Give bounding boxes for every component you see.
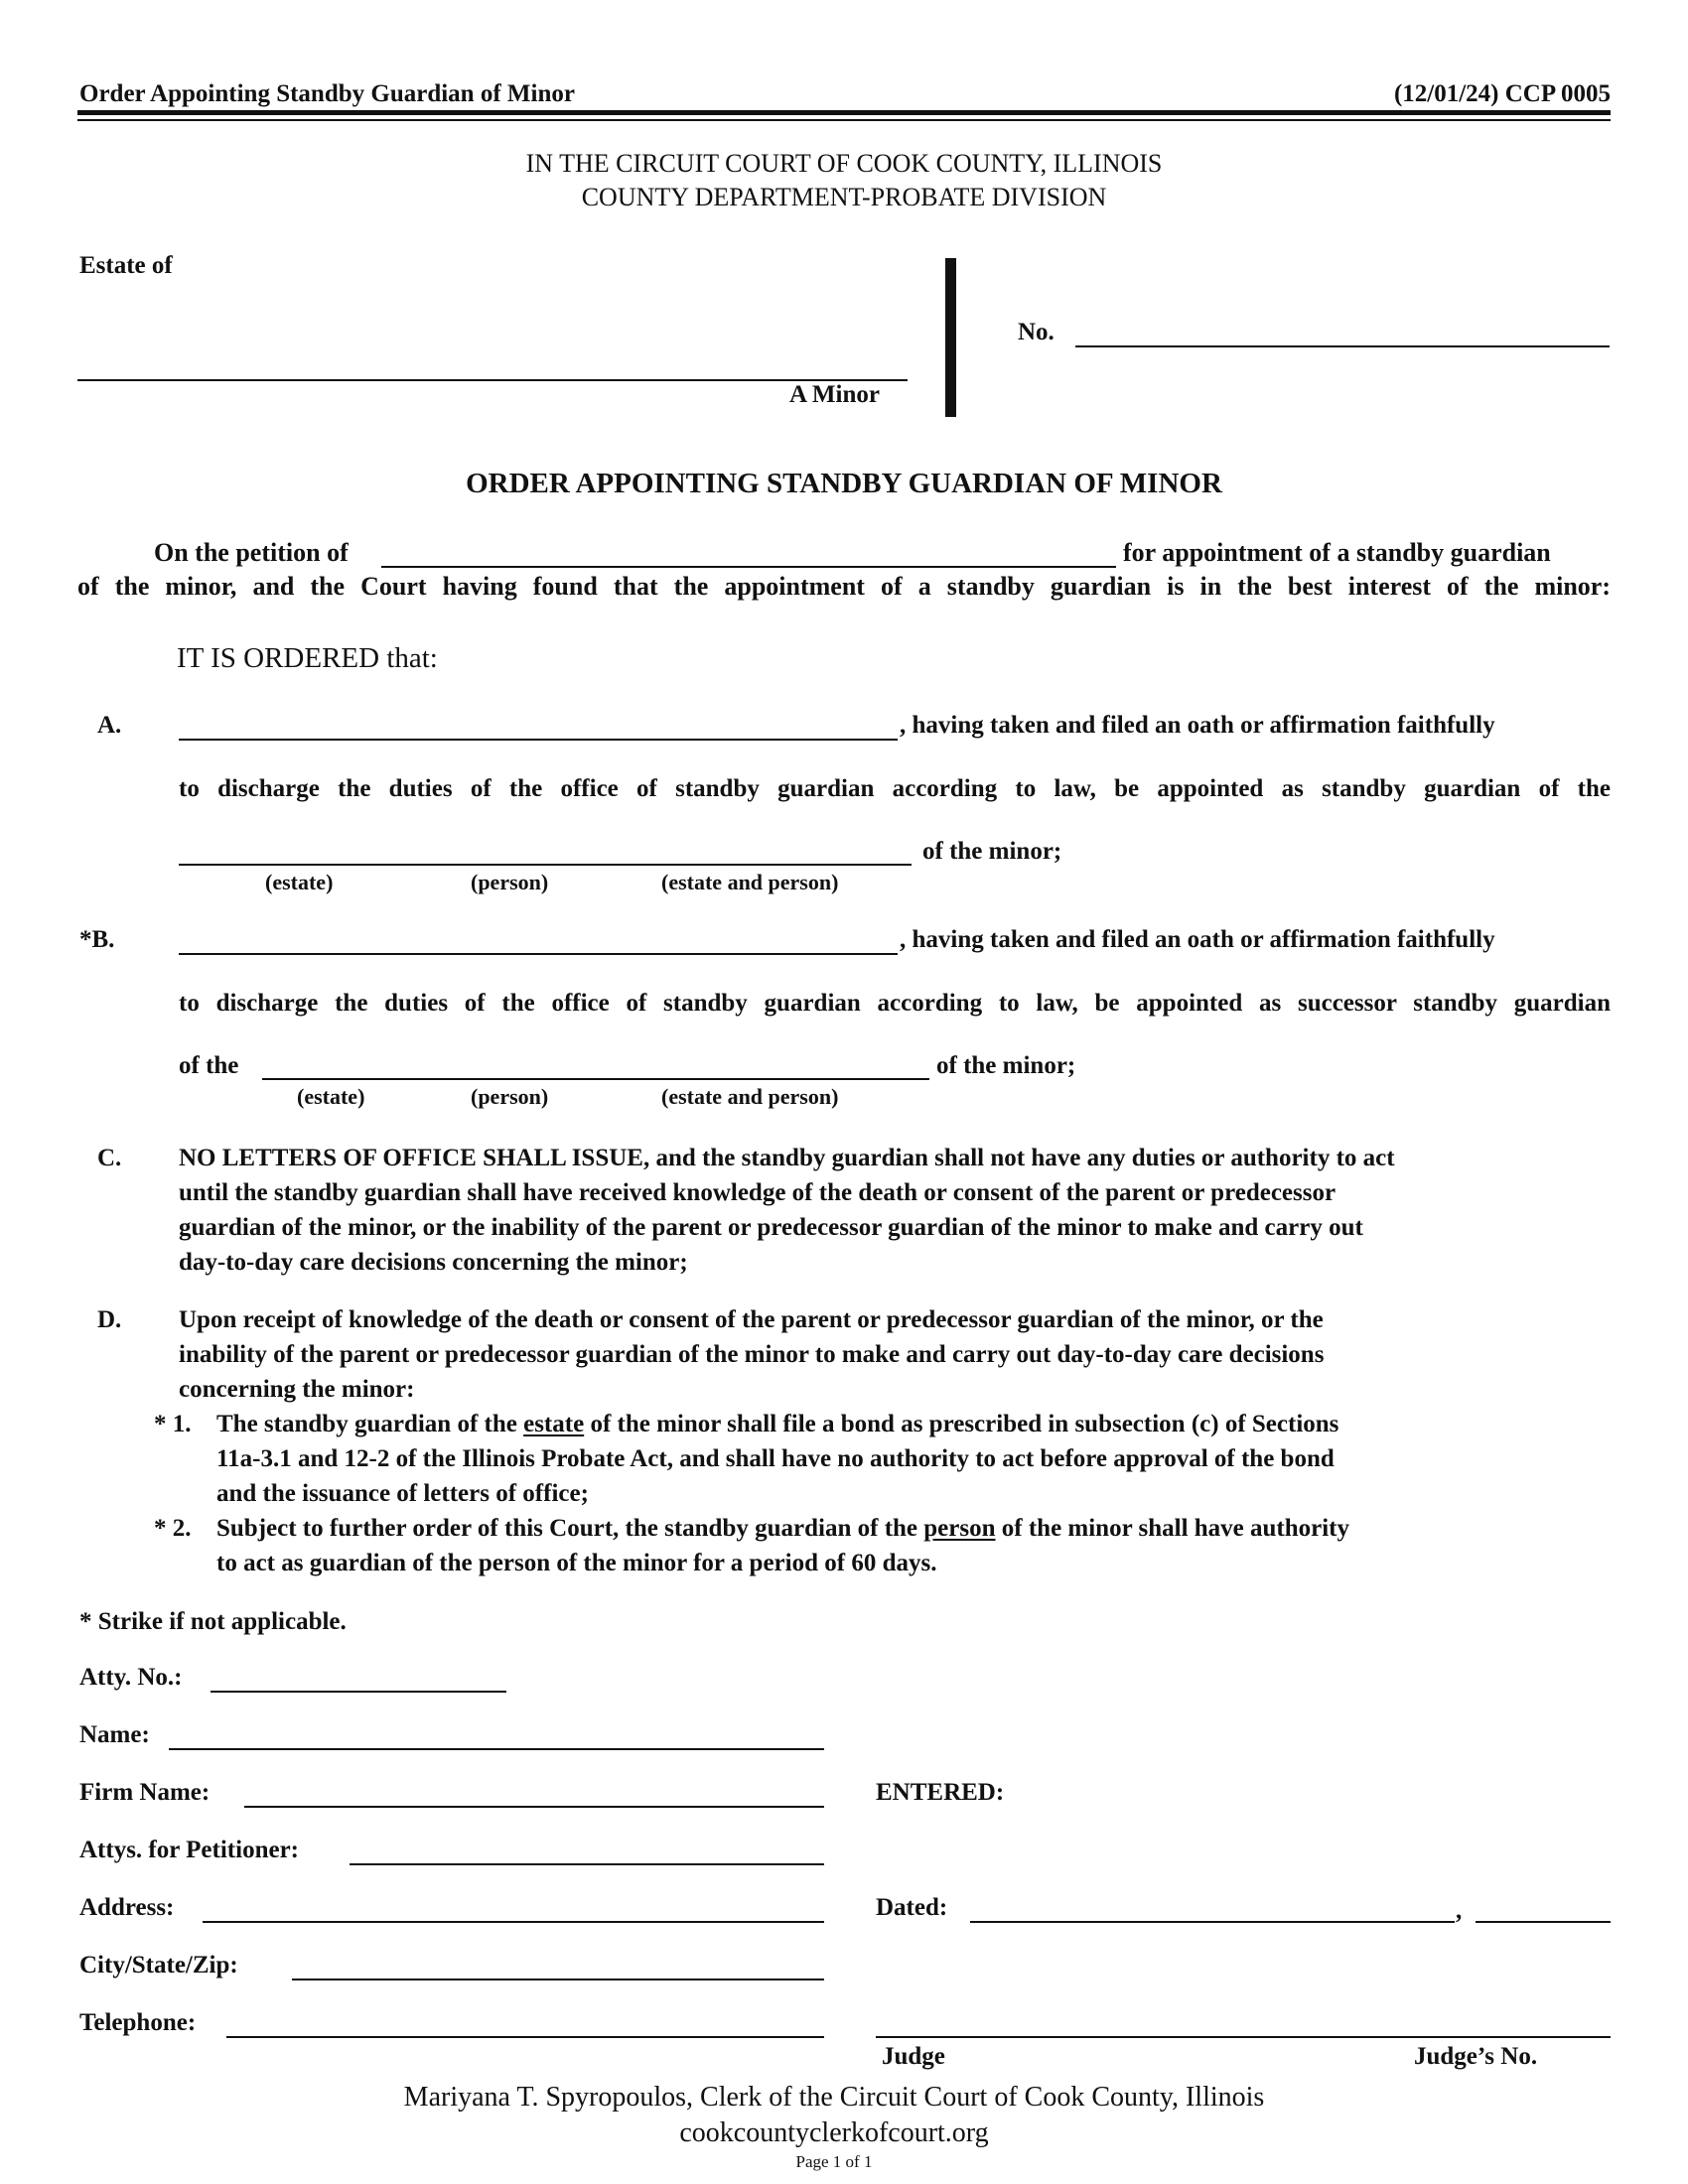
attys-for-petitioner-field[interactable] <box>350 1863 824 1865</box>
minor-name-field[interactable] <box>77 379 908 381</box>
petition-rest: for appointment of a standby guardian <box>1123 538 1551 567</box>
petition-lead: On the petition of <box>154 538 349 567</box>
item-b-option-person: (person) <box>471 1084 549 1109</box>
attys-for-petitioner-label: Attys. for Petitioner: <box>79 1837 299 1863</box>
clerk-footer: Mariyana T. Spyropoulos, Clerk of the Circuit Court of Cook County, Illinois <box>403 2082 1265 2113</box>
item-a-tail: , having taken and filed an oath or affirmation faithfully <box>900 712 1495 739</box>
item-b-line-2: to discharge the duties of the office of standby guardian according to law, be appointed as successor standby guardian <box>179 990 1611 1017</box>
city-state-zip-field[interactable] <box>292 1979 824 1980</box>
name-field[interactable] <box>169 1748 824 1750</box>
estate-underlined: estate <box>523 1411 585 1437</box>
form-title-header: Order Appointing Standby Guardian of Minor <box>79 80 575 107</box>
firm-name-field[interactable] <box>244 1806 824 1808</box>
website-footer: cookcountyclerkofcourt.org <box>679 2117 989 2148</box>
court-line-1: IN THE CIRCUIT COURT OF COOK COUNTY, ILLINOIS <box>525 149 1163 178</box>
it-is-ordered: IT IS ORDERED that: <box>177 642 438 674</box>
caption-divider <box>945 258 956 417</box>
item-d-sub1-marker: * 1. <box>154 1411 192 1437</box>
page-number: Page 1 of 1 <box>795 2152 873 2171</box>
entered-label: ENTERED: <box>876 1779 1005 1806</box>
judge-label: Judge <box>882 2043 945 2070</box>
petitioner-name-field[interactable] <box>381 566 1116 568</box>
item-d-line-1: Upon receipt of knowledge of the death or consent of the parent or predecessor guardian of the minor, or the <box>179 1306 1324 1333</box>
telephone-field[interactable] <box>226 2036 824 2038</box>
item-d-sub1-line-1: The standby guardian of the estate of the minor shall file a bond as prescribed in subsection (c) of Sections <box>216 1411 1339 1437</box>
dated-label: Dated: <box>876 1894 948 1921</box>
item-d-sub2-marker: * 2. <box>154 1515 192 1542</box>
strike-note: * Strike if not applicable. <box>79 1608 347 1635</box>
item-a-line-3-tail: of the minor; <box>922 838 1062 865</box>
case-no-label: No. <box>1018 319 1055 345</box>
item-c-line-3: guardian of the minor, or the inability of the parent or predecessor guardian of the minor to make and carry out <box>179 1214 1363 1241</box>
item-a-line-2: to discharge the duties of the office of standby guardian according to law, be appointed as standby guardian of the <box>179 775 1611 802</box>
form-code: (12/01/24) CCP 0005 <box>1393 80 1611 107</box>
dated-comma: , <box>1456 1897 1463 1924</box>
item-d-sub1-line-3: and the issuance of letters of office; <box>216 1480 589 1507</box>
item-a-guardian-name-field[interactable] <box>179 739 898 741</box>
atty-no-field[interactable] <box>211 1691 506 1693</box>
item-b-marker: *B. <box>79 926 115 953</box>
item-a-option-person: (person) <box>471 870 549 894</box>
item-b-line-3-tail: of the minor; <box>936 1052 1076 1079</box>
item-a-marker: A. <box>97 712 122 739</box>
atty-no-label: Atty. No.: <box>79 1664 183 1691</box>
judge-no-label: Judge’s No. <box>1414 2043 1538 2070</box>
item-b-guardian-name-field[interactable] <box>179 953 898 955</box>
person-underlined: person <box>923 1515 996 1542</box>
item-d-sub1-line-2: 11a-3.1 and 12-2 of the Illinois Probate Act, and shall have no authority to act before approval of the bond <box>216 1445 1335 1472</box>
item-b-tail: , having taken and filed an oath or affirmation faithfully <box>900 926 1495 953</box>
page-title: ORDER APPOINTING STANDBY GUARDIAN OF MINOR <box>466 468 1222 499</box>
estate-of-label: Estate of <box>79 252 173 279</box>
court-line-2: COUNTY DEPARTMENT-PROBATE DIVISION <box>581 183 1107 211</box>
item-d-line-2: inability of the parent or predecessor guardian of the minor to make and carry out day-to-day care decisions <box>179 1341 1325 1368</box>
item-d-marker: D. <box>97 1306 122 1333</box>
item-c-line-2: until the standby guardian shall have received knowledge of the death or consent of the parent or predecessor <box>179 1179 1336 1206</box>
a-minor-label: A Minor <box>789 381 880 408</box>
item-a-option-both: (estate and person) <box>661 870 839 894</box>
item-a-type-field[interactable] <box>179 864 912 866</box>
item-d-line-3: concerning the minor: <box>179 1376 415 1403</box>
item-b-type-field[interactable] <box>262 1078 929 1080</box>
address-field[interactable] <box>203 1921 824 1923</box>
telephone-label: Telephone: <box>79 2009 197 2036</box>
item-d-sub2-line-2: to act as guardian of the person of the minor for a period of 60 days. <box>216 1550 937 1576</box>
city-state-zip-label: City/State/Zip: <box>79 1952 238 1979</box>
dated-year-field[interactable] <box>1476 1921 1611 1923</box>
item-d-sub2-line-1: Subject to further order of this Court, the standby guardian of the person of the minor shall have authority <box>216 1515 1350 1542</box>
address-label: Address: <box>79 1894 175 1921</box>
dated-field[interactable] <box>970 1921 1455 1923</box>
name-label: Name: <box>79 1721 150 1748</box>
item-b-option-estate: (estate) <box>297 1084 365 1109</box>
item-a-option-estate: (estate) <box>265 870 334 894</box>
item-c-marker: C. <box>97 1145 122 1171</box>
item-b-option-both: (estate and person) <box>661 1084 839 1109</box>
item-c-line-1: NO LETTERS OF OFFICE SHALL ISSUE, and the standby guardian shall not have any duties or authority to act <box>179 1145 1395 1171</box>
petition-line-2: of the minor, and the Court having found that the appointment of a standby guardian is in the best interest of the minor: <box>77 572 1611 601</box>
header-rule-thin <box>77 119 1611 121</box>
item-b-line-3-lead: of the <box>179 1052 239 1079</box>
judge-signature-field[interactable] <box>876 2036 1611 2038</box>
firm-name-label: Firm Name: <box>79 1779 211 1806</box>
item-c-line-4: day-to-day care decisions concerning the minor; <box>179 1249 688 1276</box>
case-number-field[interactable] <box>1075 345 1610 347</box>
header-rule-thick <box>77 110 1611 115</box>
